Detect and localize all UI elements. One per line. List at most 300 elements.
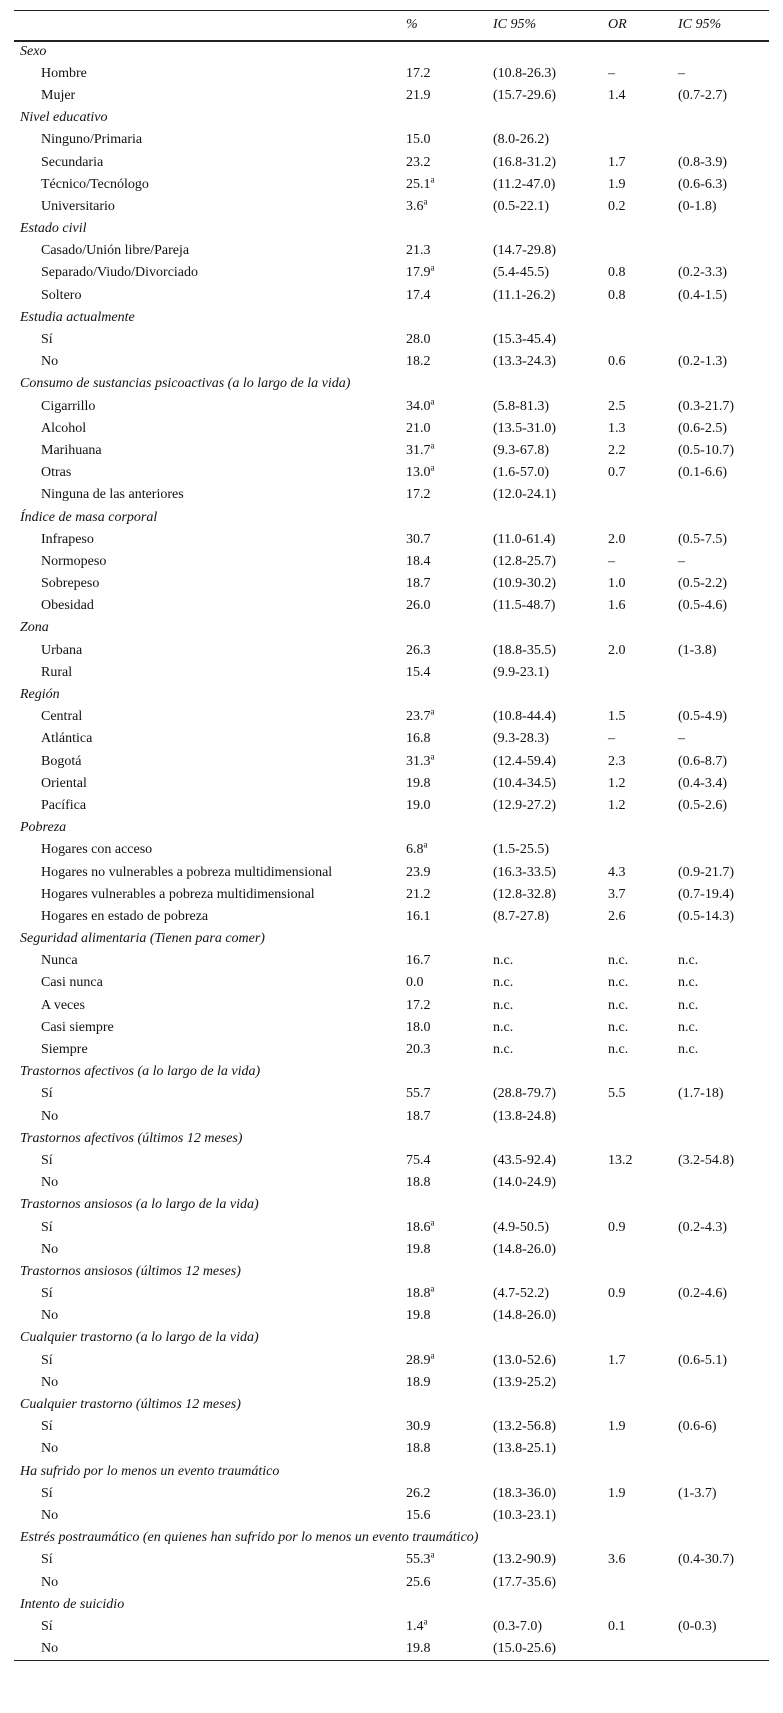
row-label: Casi siempre (41, 1019, 114, 1035)
group-header-row (14, 684, 769, 706)
or-cell: 2.0 (608, 642, 626, 658)
group-header-row (14, 928, 769, 950)
percent-value: 28.0 (406, 332, 431, 348)
ic95-cell: (13.2-90.9) (493, 1552, 556, 1568)
percent-value: 31.3 (406, 753, 431, 769)
table-row (14, 418, 769, 440)
ic95-cell: n.c. (493, 1042, 514, 1058)
footnote-marker: a (430, 440, 435, 451)
percent-cell (406, 1039, 493, 1061)
ic95-cell: (0.5-22.1) (493, 198, 549, 214)
or-cell: 1.9 (608, 1485, 626, 1501)
percent-value: 18.6 (406, 1219, 431, 1235)
group-header-row (14, 218, 769, 240)
percent-value: 6.8 (406, 842, 424, 858)
percent-cell (406, 1638, 493, 1660)
percent-value: 18.2 (406, 354, 431, 370)
or-cell: 3.7 (608, 886, 626, 902)
table-body (14, 41, 769, 1661)
percent-cell (406, 240, 493, 262)
table-row (14, 1616, 769, 1638)
or-ic95-cell (678, 129, 769, 151)
ic95-cell: (9.9-23.1) (493, 664, 549, 680)
percent-value: 21.3 (406, 243, 431, 259)
or-ic95-cell: (0.6-5.1) (678, 1352, 727, 1368)
footnote-marker: a (430, 395, 435, 406)
table-row (14, 351, 769, 373)
percent-cell (406, 1505, 493, 1527)
or-cell: n.c. (608, 997, 629, 1013)
table-row (14, 884, 769, 906)
or-ic95-cell (678, 1372, 769, 1394)
or-ic95-cell: (0.5-4.9) (678, 709, 727, 725)
or-cell: 1.7 (608, 1352, 626, 1368)
ic95-cell: (4.9-50.5) (493, 1219, 549, 1235)
table-row (14, 129, 769, 151)
percent-value: 18.9 (406, 1374, 431, 1390)
ic95-cell: (13.8-24.8) (493, 1108, 556, 1124)
or-ic95-cell: (0.2-4.3) (678, 1219, 727, 1235)
row-label: Marihuana (41, 442, 102, 458)
or-ic95-cell: (0.5-7.5) (678, 531, 727, 547)
or-ic95-cell: (0.6-8.7) (678, 753, 727, 769)
or-ic95-cell: (0.5-10.7) (678, 442, 734, 458)
row-label: Siempre (41, 1042, 88, 1058)
or-cell: 3.6 (608, 1552, 626, 1568)
percent-cell (406, 995, 493, 1017)
or-ic95-cell: (0.2-4.6) (678, 1286, 727, 1302)
percent-value: 18.8 (406, 1175, 431, 1191)
row-label: Casado/Unión libre/Pareja (41, 243, 190, 259)
or-cell (608, 129, 678, 151)
percent-value: 17.2 (406, 997, 431, 1013)
or-ic95-cell: – (678, 65, 685, 81)
percent-value: 30.7 (406, 531, 431, 547)
percent-value: 28.9 (406, 1352, 431, 1368)
percent-cell (406, 1216, 493, 1238)
percent-value: 55.7 (406, 1086, 431, 1102)
row-label: Central (41, 709, 83, 725)
or-cell: 2.2 (608, 442, 626, 458)
group-label: Trastornos afectivos (últimos 12 meses) (20, 1130, 243, 1146)
percent-cell (406, 1305, 493, 1327)
row-label: Ninguno/Primaria (41, 132, 143, 148)
ic95-cell: (16.8-31.2) (493, 154, 556, 170)
table-row (14, 1505, 769, 1527)
table-row (14, 396, 769, 418)
table-row (14, 1283, 769, 1305)
percent-cell (406, 1483, 493, 1505)
or-cell: 0.6 (608, 354, 626, 370)
row-label: Técnico/Tecnólogo (41, 176, 149, 192)
group-label: Estudia actualmente (20, 309, 135, 325)
ic95-cell: (5.8-81.3) (493, 398, 549, 414)
group-label: Cualquier trastorno (a lo largo de la vida) (20, 1330, 259, 1346)
percent-cell (406, 1438, 493, 1460)
ic95-cell: (1.6-57.0) (493, 465, 549, 481)
group-header-row (14, 1128, 769, 1150)
or-cell: – (608, 65, 615, 81)
table-row (14, 595, 769, 617)
table-row (14, 995, 769, 1017)
row-label: Alcohol (41, 420, 87, 436)
or-cell (608, 1372, 678, 1394)
table-row (14, 1571, 769, 1593)
percent-cell (406, 285, 493, 307)
group-label: Trastornos ansiosos (últimos 12 meses) (20, 1263, 241, 1279)
percent-cell (406, 751, 493, 773)
or-ic95-cell: (0.5-14.3) (678, 908, 734, 924)
row-label: No (41, 1175, 59, 1191)
percent-value: 75.4 (406, 1152, 431, 1168)
percent-value: 19.8 (406, 1308, 431, 1324)
or-ic95-cell: (0.9-21.7) (678, 864, 734, 880)
or-ic95-cell (678, 1305, 769, 1327)
row-label: Atlántica (41, 731, 93, 747)
percent-cell (406, 351, 493, 373)
or-ic95-cell: n.c. (678, 997, 699, 1013)
data-table-container (14, 10, 769, 1661)
row-label: No (41, 1374, 59, 1390)
or-ic95-cell (678, 329, 769, 351)
row-label: Sobrepeso (41, 576, 100, 592)
percent-cell (406, 529, 493, 551)
or-ic95-cell: n.c. (678, 1042, 699, 1058)
group-label: Intento de suicidio (20, 1596, 125, 1612)
or-ic95-cell: n.c. (678, 975, 699, 991)
or-cell: 4.3 (608, 864, 626, 880)
or-ic95-cell: n.c. (678, 953, 699, 969)
ic95-cell: (12.0-24.1) (493, 487, 556, 503)
group-label: Seguridad alimentaria (Tienen para comer) (20, 931, 265, 947)
ic95-cell: (12.9-27.2) (493, 797, 556, 813)
header-label (14, 11, 406, 41)
or-cell: 1.0 (608, 576, 626, 592)
or-cell: n.c. (608, 953, 629, 969)
or-cell: 1.2 (608, 775, 626, 791)
ic95-cell: (12.8-25.7) (493, 553, 556, 569)
percent-value: 23.7 (406, 709, 431, 725)
or-cell (608, 1571, 678, 1593)
ic95-cell: n.c. (493, 975, 514, 991)
ic95-cell: (13.0-52.6) (493, 1352, 556, 1368)
or-cell (608, 240, 678, 262)
ic95-cell: (18.8-35.5) (493, 642, 556, 658)
or-ic95-cell: (0.6-2.5) (678, 420, 727, 436)
percent-value: 1.4 (406, 1618, 424, 1634)
table-row (14, 1239, 769, 1261)
row-label: Hogares vulnerables a pobreza multidimensional (41, 886, 315, 902)
ic95-cell: (28.8-79.7) (493, 1086, 556, 1102)
percent-value: 23.9 (406, 864, 431, 880)
or-cell: n.c. (608, 1042, 629, 1058)
table-row (14, 1438, 769, 1460)
table-row (14, 1350, 769, 1372)
table-row (14, 1172, 769, 1194)
ic95-cell: (11.2-47.0) (493, 176, 556, 192)
row-label: No (41, 354, 59, 370)
percent-cell (406, 1150, 493, 1172)
percent-value: 15.0 (406, 132, 431, 148)
table-row (14, 728, 769, 750)
table-row (14, 839, 769, 861)
percent-cell (406, 706, 493, 728)
percent-value: 25.6 (406, 1574, 431, 1590)
row-label: No (41, 1108, 59, 1124)
row-label: Sí (41, 1086, 53, 1102)
ic95-cell: (14.7-29.8) (493, 243, 556, 259)
percent-value: 34.0 (406, 398, 431, 414)
row-label: Sí (41, 1419, 53, 1435)
table-header (14, 11, 769, 41)
footnote-marker: a (430, 1216, 435, 1227)
ic95-cell: (17.7-35.6) (493, 1574, 556, 1590)
group-header-row (14, 1461, 769, 1483)
group-header-row (14, 1261, 769, 1283)
percent-value: 18.7 (406, 1108, 431, 1124)
ic95-cell: (18.3-36.0) (493, 1485, 556, 1501)
or-cell (608, 1438, 678, 1460)
row-label: Hombre (41, 65, 87, 81)
or-ic95-cell (678, 1172, 769, 1194)
footnote-marker: a (430, 1350, 435, 1360)
footnote-marker: a (430, 462, 435, 473)
or-ic95-cell (678, 1638, 769, 1660)
group-label: Estado civil (20, 221, 87, 237)
percent-value: 21.9 (406, 87, 431, 103)
or-cell (608, 662, 678, 684)
table-row (14, 1150, 769, 1172)
table-row (14, 950, 769, 972)
row-label: Rural (41, 664, 73, 680)
row-label: Universitario (41, 198, 115, 214)
percent-cell (406, 1017, 493, 1039)
row-label: No (41, 1574, 59, 1590)
percent-cell (406, 484, 493, 506)
row-label: Separado/Viudo/Divorciado (41, 265, 199, 281)
row-label: Soltero (41, 287, 82, 303)
ic95-cell: (10.9-30.2) (493, 576, 556, 592)
or-ic95-cell (678, 839, 769, 861)
or-ic95-cell (678, 1239, 769, 1261)
row-label: No (41, 1507, 59, 1523)
or-ic95-cell: (0.4-30.7) (678, 1552, 734, 1568)
or-ic95-cell: (1-3.7) (678, 1485, 717, 1501)
or-cell (608, 1305, 678, 1327)
percent-cell (406, 440, 493, 462)
or-cell: – (608, 553, 615, 569)
ic95-cell: (16.3-33.5) (493, 864, 556, 880)
table-row (14, 63, 769, 85)
or-cell: 1.6 (608, 598, 626, 614)
percent-cell (406, 85, 493, 107)
or-cell: n.c. (608, 975, 629, 991)
table-row (14, 795, 769, 817)
row-label: Sí (41, 1352, 53, 1368)
header-percent: % (406, 11, 493, 41)
ic95-cell: (4.7-52.2) (493, 1286, 549, 1302)
or-cell: 5.5 (608, 1086, 626, 1102)
or-ic95-cell (678, 484, 769, 506)
ic95-cell: (13.5-31.0) (493, 420, 556, 436)
percent-cell (406, 972, 493, 994)
or-ic95-cell (678, 1106, 769, 1128)
or-cell: 1.4 (608, 87, 626, 103)
table-row (14, 640, 769, 662)
percent-value: 18.4 (406, 553, 431, 569)
or-ic95-cell: – (678, 553, 685, 569)
row-label: Cigarrillo (41, 398, 96, 414)
percent-cell (406, 950, 493, 972)
ic95-cell: (13.9-25.2) (493, 1374, 556, 1390)
group-header-row (14, 1194, 769, 1216)
or-cell: 1.9 (608, 1419, 626, 1435)
percent-cell (406, 595, 493, 617)
or-ic95-cell: (0.3-21.7) (678, 398, 734, 414)
row-label: Obesidad (41, 598, 94, 614)
table-row (14, 1216, 769, 1238)
ic95-cell: (14.8-26.0) (493, 1308, 556, 1324)
table-row (14, 462, 769, 484)
table-row (14, 573, 769, 595)
percent-value: 13.0 (406, 465, 431, 481)
percent-value: 16.1 (406, 908, 431, 924)
footnote-marker: a (430, 262, 435, 273)
row-label: No (41, 1241, 59, 1257)
table-row (14, 751, 769, 773)
percent-cell (406, 418, 493, 440)
percent-value: 30.9 (406, 1419, 431, 1435)
percent-cell (406, 773, 493, 795)
percent-cell (406, 151, 493, 173)
group-header-row (14, 1394, 769, 1416)
ic95-cell: (13.8-25.1) (493, 1441, 556, 1457)
percent-cell (406, 1571, 493, 1593)
or-ic95-cell: (0.5-4.6) (678, 598, 727, 614)
table-row (14, 706, 769, 728)
table-row (14, 240, 769, 262)
or-ic95-cell: (0.5-2.2) (678, 576, 727, 592)
or-ic95-cell: (0.7-19.4) (678, 886, 734, 902)
row-label: Sí (41, 1219, 53, 1235)
percent-cell (406, 196, 493, 218)
or-cell: 2.6 (608, 908, 626, 924)
percent-value: 17.4 (406, 287, 431, 303)
or-ic95-cell: (0.2-1.3) (678, 354, 727, 370)
row-label: Urbana (41, 642, 83, 658)
footnote-marker: a (430, 1549, 435, 1560)
row-label: Infrapeso (41, 531, 94, 547)
percent-value: 31.7 (406, 442, 431, 458)
or-ic95-cell: (0.6-6.3) (678, 176, 727, 192)
ic95-cell: (14.8-26.0) (493, 1241, 556, 1257)
table-row (14, 85, 769, 107)
percent-value: 19.8 (406, 775, 431, 791)
percent-value: 25.1 (406, 176, 431, 192)
or-cell: 0.9 (608, 1219, 626, 1235)
percent-cell (406, 551, 493, 573)
percent-cell (406, 1172, 493, 1194)
or-ic95-cell: (0-0.3) (678, 1618, 717, 1634)
group-label: Sexo (20, 44, 47, 60)
percent-value: 26.2 (406, 1485, 431, 1501)
row-label: Ninguna de las anteriores (41, 487, 184, 503)
percent-value: 19.8 (406, 1640, 431, 1656)
row-label: No (41, 1441, 59, 1457)
table-row (14, 972, 769, 994)
or-cell (608, 484, 678, 506)
percent-value: 20.3 (406, 1042, 431, 1058)
ic95-cell: (5.4-45.5) (493, 265, 549, 281)
or-cell: 0.2 (608, 198, 626, 214)
or-cell: 0.8 (608, 265, 626, 281)
ic95-cell: (43.5-92.4) (493, 1152, 556, 1168)
or-cell (608, 329, 678, 351)
group-label: Cualquier trastorno (últimos 12 meses) (20, 1397, 241, 1413)
footnote-marker: a (423, 196, 428, 207)
or-ic95-cell: (0.2-3.3) (678, 265, 727, 281)
ic95-cell: (11.1-26.2) (493, 287, 556, 303)
percent-cell (406, 1283, 493, 1305)
table-row (14, 529, 769, 551)
or-cell: 13.2 (608, 1152, 633, 1168)
or-cell: 1.5 (608, 709, 626, 725)
or-ic95-cell: (0.5-2.6) (678, 797, 727, 813)
or-cell: – (608, 731, 615, 747)
percent-value: 15.6 (406, 1507, 431, 1523)
group-header-row (14, 1527, 769, 1549)
percent-value: 17.2 (406, 65, 431, 81)
table-row (14, 1372, 769, 1394)
percent-cell (406, 662, 493, 684)
row-label: Sí (41, 1485, 53, 1501)
group-label: Pobreza (20, 820, 67, 836)
row-label: Hogares no vulnerables a pobreza multidimensional (41, 864, 333, 880)
row-label: Otras (41, 465, 72, 481)
percent-cell (406, 728, 493, 750)
table-row (14, 285, 769, 307)
table-row (14, 196, 769, 218)
or-cell (608, 1638, 678, 1660)
or-cell (608, 1239, 678, 1261)
percent-value: 55.3 (406, 1552, 431, 1568)
or-ic95-cell: (0.4-1.5) (678, 287, 727, 303)
row-label: Casi nunca (41, 975, 103, 991)
percent-value: 18.8 (406, 1441, 431, 1457)
percent-value: 23.2 (406, 154, 431, 170)
or-ic95-cell: (0-1.8) (678, 198, 717, 214)
percent-cell (406, 63, 493, 85)
table-row (14, 440, 769, 462)
or-cell: 1.2 (608, 797, 626, 813)
percent-value: 26.3 (406, 642, 431, 658)
percent-cell (406, 573, 493, 595)
ic95-cell: n.c. (493, 997, 514, 1013)
ic95-cell: (15.7-29.6) (493, 87, 556, 103)
or-cell: 0.7 (608, 465, 626, 481)
ic95-cell: (10.4-34.5) (493, 775, 556, 791)
group-header-row (14, 373, 769, 395)
table-row (14, 484, 769, 506)
or-ic95-cell (678, 662, 769, 684)
table-row (14, 1305, 769, 1327)
table-row (14, 1549, 769, 1571)
table-row (14, 329, 769, 351)
footnote-marker: a (430, 1283, 435, 1294)
percent-value: 26.0 (406, 598, 431, 614)
table-row (14, 551, 769, 573)
row-label: No (41, 1308, 59, 1324)
